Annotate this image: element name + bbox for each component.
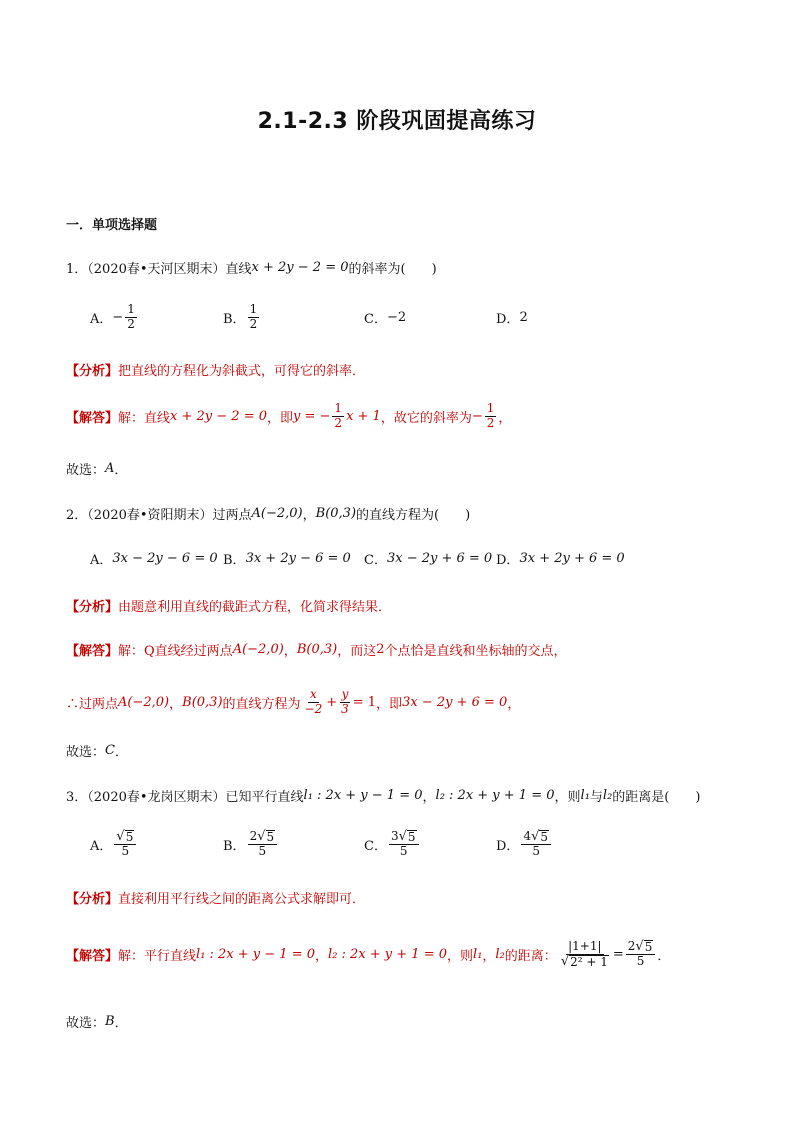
question-3: [66, 786, 700, 805]
q2-option-c[interactable]: [364, 549, 496, 568]
choice-label: 故选：: [66, 463, 106, 478]
option-fraction: [114, 830, 136, 859]
answer-fraction: [485, 402, 497, 431]
answer-fraction: [332, 402, 344, 431]
fraction-denominator: 2: [127, 316, 135, 331]
fraction-denominator: 3: [341, 701, 349, 716]
answer-text: ，而这: [337, 644, 377, 659]
q1-tail: 的斜率为( ): [348, 262, 437, 277]
q3-option-c[interactable]: [364, 830, 496, 859]
option-value: 3x + 2y − 6 = 0: [245, 551, 351, 566]
separator: ，: [302, 508, 316, 523]
q2-tail: 的直线方程为( ): [356, 508, 471, 523]
answer-text: ，: [507, 696, 521, 712]
option-fraction: [248, 830, 278, 859]
answer-equation: 3x − 2y + 6 = 0: [402, 694, 508, 710]
q3-tail: 的距离是( ): [612, 790, 701, 805]
sqrt-symbol: √ 5: [398, 829, 416, 844]
fraction-numerator: 1: [127, 302, 135, 316]
q2-option-d[interactable]: [496, 549, 625, 568]
fraction-denominator: −2: [304, 701, 323, 716]
question-1: [66, 258, 437, 277]
choice-label: 故选：: [66, 745, 106, 760]
option-fraction: [389, 830, 419, 859]
point-a: A(−2,0): [251, 506, 303, 521]
page-title: 2.1-2.3 阶段巩固提高练习: [257, 109, 537, 134]
analysis-text: 把直线的方程化为斜截式，可得它的斜率．: [118, 364, 366, 379]
fraction-numerator: x: [309, 687, 317, 701]
q3-text: 与: [589, 790, 603, 805]
choice-end: ．: [114, 463, 128, 478]
option-letter: C．: [364, 311, 387, 327]
answer-text: ，即: [376, 696, 403, 712]
option-value: −2: [386, 309, 407, 325]
answer-label: 【解答】: [66, 948, 119, 964]
answer-end: ．: [657, 948, 671, 964]
choice-value: C: [105, 743, 115, 758]
q1-option-d[interactable]: [496, 308, 528, 327]
answer-label: 【解答】: [66, 410, 119, 426]
result-fraction: [626, 940, 656, 969]
q2-options: [90, 549, 625, 568]
radicand: 5: [407, 830, 416, 844]
choice-label: 故选：: [66, 1016, 106, 1031]
option-letter: B．: [223, 553, 246, 568]
q3-text: ，则: [554, 790, 581, 805]
fraction-denominator: 5: [636, 954, 645, 969]
option-letter: D．: [496, 838, 520, 854]
option-value: 3x − 2y + 6 = 0: [386, 551, 493, 566]
fraction-numerator: 1: [249, 302, 258, 316]
symbol-l2: l₂: [495, 946, 505, 962]
separator: ，: [169, 696, 183, 712]
choice-value: A: [105, 461, 115, 476]
option-letter: B．: [223, 838, 246, 854]
answer-equation: y = −: [293, 408, 331, 424]
distance-fraction: [559, 940, 611, 969]
option-value: 3x − 2y − 6 = 0: [112, 551, 218, 566]
point-a: A(−2,0): [232, 642, 284, 657]
answer-text: ，则: [447, 948, 474, 964]
q1-stem: 1．（2020春•天河区期末）直线: [66, 262, 252, 277]
q1-equation: x + 2y − 2 = 0: [251, 260, 349, 275]
fraction-numerator: [521, 830, 551, 845]
answer-label: 【解答】: [66, 644, 119, 659]
line-l2: l₂ : 2x + y + 1 = 0: [328, 946, 448, 962]
sqrt-symbol: √ 5: [635, 939, 653, 954]
q1-option-c[interactable]: [364, 308, 496, 327]
separator: ，: [482, 948, 496, 964]
answer-text: ，即: [267, 410, 294, 426]
analysis-text: 直接利用平行线之间的距离公式求解即可．: [118, 892, 366, 907]
q1-analysis: [66, 360, 365, 379]
equals-sign: =: [612, 946, 624, 962]
option-fraction: [248, 303, 260, 332]
q1-choice: [66, 459, 127, 478]
q2-option-a[interactable]: [90, 549, 223, 568]
coefficient: 2: [627, 939, 636, 953]
choice-value: B: [105, 1014, 115, 1029]
q2-answer: [66, 640, 567, 659]
radicand: 5: [644, 940, 653, 954]
radicand: 5: [266, 830, 275, 844]
radicand: 5: [125, 830, 134, 844]
option-letter: C．: [364, 838, 387, 854]
answer-text: 的距离：: [504, 948, 557, 964]
fraction-denominator: 5: [532, 844, 541, 859]
option-letter: A．: [90, 311, 113, 327]
option-sign: −: [112, 309, 124, 325]
q3-analysis: [66, 888, 365, 907]
sqrt-symbol: √ 5: [257, 829, 275, 844]
q3-stem: 3．（2020春•龙岗区期末）已知平行直线: [66, 790, 304, 805]
choice-end: ．: [114, 1016, 128, 1031]
answer-text: ∴过两点: [66, 696, 119, 712]
symbol-l1: l₁: [580, 788, 590, 803]
answer-equation: = 1: [352, 694, 377, 710]
coefficient: 2: [249, 829, 258, 843]
answer-fraction: [339, 688, 351, 717]
option-value: 3x + 2y + 6 = 0: [519, 551, 625, 566]
fraction-numerator: y: [341, 687, 349, 701]
answer-sign: −: [471, 408, 483, 424]
question-2: [66, 504, 470, 523]
option-fraction: [521, 830, 551, 859]
analysis-label: 【分析】: [66, 600, 119, 615]
point-b: B(0,3): [182, 694, 223, 710]
fraction-numerator: |1+1|: [568, 939, 602, 953]
option-letter: C．: [364, 553, 387, 568]
q2-option-b[interactable]: [223, 549, 364, 568]
radicand: 2² + 1: [570, 954, 608, 969]
line-l1: l₁ : 2x + y − 1 = 0: [196, 946, 316, 962]
q1-options: [90, 303, 528, 332]
q2-stem: 2．（2020春•资阳期末）过两点: [66, 508, 252, 523]
analysis-text: 由题意利用直线的截距式方程，化简求得结果．: [118, 600, 392, 615]
q2-analysis: [66, 596, 391, 615]
q3-option-d[interactable]: [496, 830, 553, 859]
answer-number: 2: [376, 642, 385, 657]
answer-text: 个点恰是直线和坐标轴的交点，: [384, 644, 567, 659]
analysis-label: 【分析】: [66, 892, 119, 907]
q3-options: [90, 830, 553, 859]
answer-text: 的直线方程为: [222, 696, 301, 712]
coefficient: 3: [390, 829, 399, 843]
fraction-denominator: 5: [399, 844, 408, 859]
q3-choice: [66, 1012, 128, 1031]
coefficient: 4: [523, 829, 532, 843]
fraction-numerator: [389, 830, 419, 845]
symbol-l2: l₂: [602, 788, 613, 803]
fraction-denominator: 5: [121, 844, 130, 859]
fraction-numerator: [626, 940, 656, 955]
q2-choice: [66, 741, 128, 760]
answer-equation: x + 1: [346, 408, 381, 424]
sqrt-symbol: √ 5: [531, 829, 549, 844]
fraction-numerator: 1: [334, 401, 343, 415]
answer-text: 解：Q直线经过两点: [118, 644, 233, 659]
fraction-denominator: 2: [486, 415, 495, 430]
radicand: 5: [540, 830, 549, 844]
section-heading: 一．单项选择题: [66, 218, 158, 233]
answer-text: 解：直线: [118, 410, 171, 426]
option-letter: A．: [90, 553, 113, 568]
q2-answer-line-2: [66, 688, 520, 717]
fraction-numerator: [114, 830, 136, 845]
answer-fraction: [303, 688, 325, 717]
sqrt-symbol: √ 2² + 1: [560, 953, 608, 969]
answer-text: ，: [498, 410, 512, 426]
plus-sign: +: [326, 694, 338, 710]
answer-text: ，故它的斜率为: [380, 410, 472, 426]
q3-option-a[interactable]: [90, 830, 223, 859]
point-a: A(−2,0): [118, 694, 170, 710]
q3-answer: [66, 940, 670, 969]
q1-option-a[interactable]: [90, 303, 223, 332]
separator: ，: [422, 790, 436, 805]
choice-end: ．: [114, 745, 128, 760]
fraction-numerator: [248, 830, 278, 845]
option-letter: D．: [496, 311, 520, 327]
fraction-denominator: 5: [258, 844, 267, 859]
option-letter: A．: [90, 838, 113, 854]
option-letter: B．: [223, 311, 246, 327]
symbol-l1: l₁: [473, 946, 483, 962]
fraction-numerator: 1: [486, 401, 495, 415]
q3-option-b[interactable]: [223, 830, 364, 859]
fraction-denominator: [559, 955, 611, 969]
fraction-denominator: 2: [249, 316, 258, 331]
line-l2: l₂ : 2x + y + 1 = 0: [435, 788, 555, 803]
sqrt-symbol: √ 5: [116, 829, 134, 844]
line-l1: l₁ : 2x + y − 1 = 0: [303, 788, 423, 803]
analysis-label: 【分析】: [66, 364, 119, 379]
point-b: B(0,3): [315, 506, 357, 521]
option-letter: D．: [496, 553, 520, 568]
q1-answer: [66, 402, 511, 431]
option-value: 2: [519, 309, 528, 325]
fraction-denominator: 2: [334, 415, 343, 430]
answer-equation: x + 2y − 2 = 0: [170, 408, 267, 424]
separator: ，: [283, 644, 297, 659]
separator: ，: [315, 948, 329, 964]
option-fraction: [125, 303, 137, 332]
point-b: B(0,3): [296, 642, 338, 657]
answer-text: 解：平行直线: [118, 948, 197, 964]
q1-option-b[interactable]: [223, 303, 364, 332]
